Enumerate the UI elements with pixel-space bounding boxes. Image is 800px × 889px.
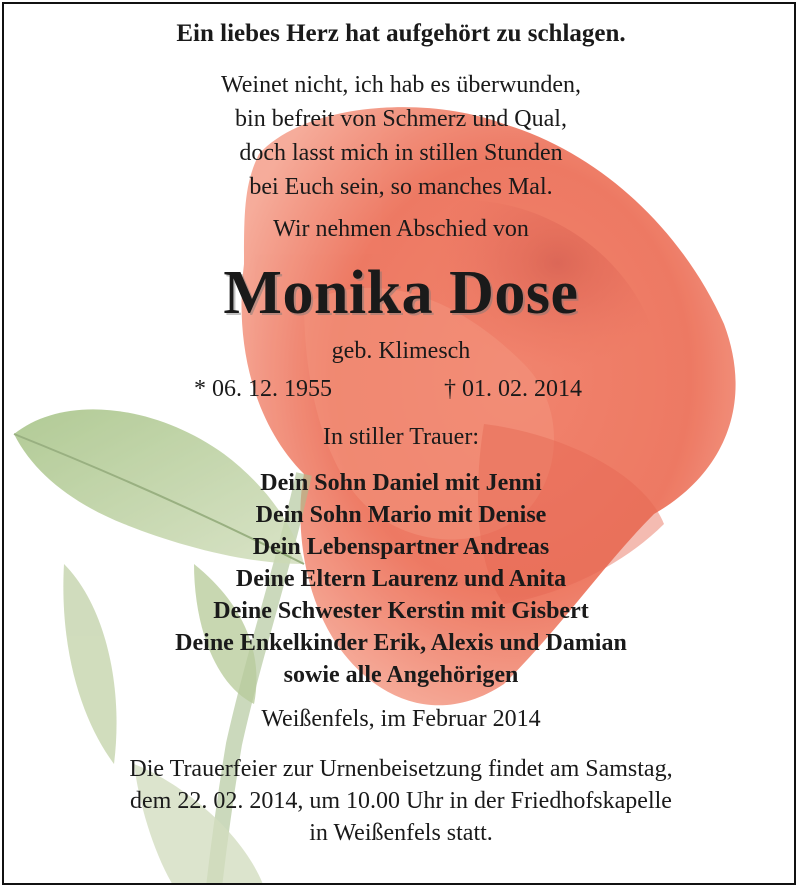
poem-line-2: bin befreit von Schmerz und Qual,	[235, 106, 567, 132]
deceased-name: Monika Dose	[223, 259, 579, 327]
family-line: Deine Eltern Laurenz und Anita	[235, 566, 567, 592]
mourning-label: In stiller Trauer:	[323, 424, 479, 450]
poem-line-4: bei Euch sein, so manches Mal.	[249, 174, 553, 200]
poem-line-1: Weinet nicht, ich hab es überwunden,	[221, 72, 581, 98]
life-dates	[4, 376, 796, 406]
family-line: Dein Lebenspartner Andreas	[252, 534, 550, 560]
funeral-notice-line: Die Trauerfeier zur Urnenbeisetzung findet am Samstag,	[129, 756, 673, 782]
death-date: † 01. 02. 2014	[444, 376, 582, 402]
family-line: Dein Sohn Mario mit Denise	[255, 502, 547, 528]
farewell-intro: Wir nehmen Abschied von	[273, 216, 529, 242]
family-line: Deine Enkelkinder Erik, Alexis und Damian	[175, 630, 627, 656]
headline: Ein liebes Herz hat aufgehört zu schlagen.	[176, 20, 626, 47]
family-line: Dein Sohn Daniel mit Jenni	[260, 470, 542, 496]
family-line: Deine Schwester Kerstin mit Gisbert	[213, 598, 589, 624]
family-line: sowie alle Angehörigen	[283, 662, 519, 688]
funeral-notice-line: in Weißenfels statt.	[309, 820, 493, 846]
place-date: Weißenfels, im Februar 2014	[261, 706, 541, 732]
maiden-name: geb. Klimesch	[331, 338, 471, 364]
poem-line-3: doch lasst mich in stillen Stunden	[239, 140, 563, 166]
funeral-notice-line: dem 22. 02. 2014, um 10.00 Uhr in der Friedhofskapelle	[130, 788, 672, 814]
birth-date: * 06. 12. 1955	[194, 376, 332, 402]
obituary-frame	[2, 2, 796, 885]
